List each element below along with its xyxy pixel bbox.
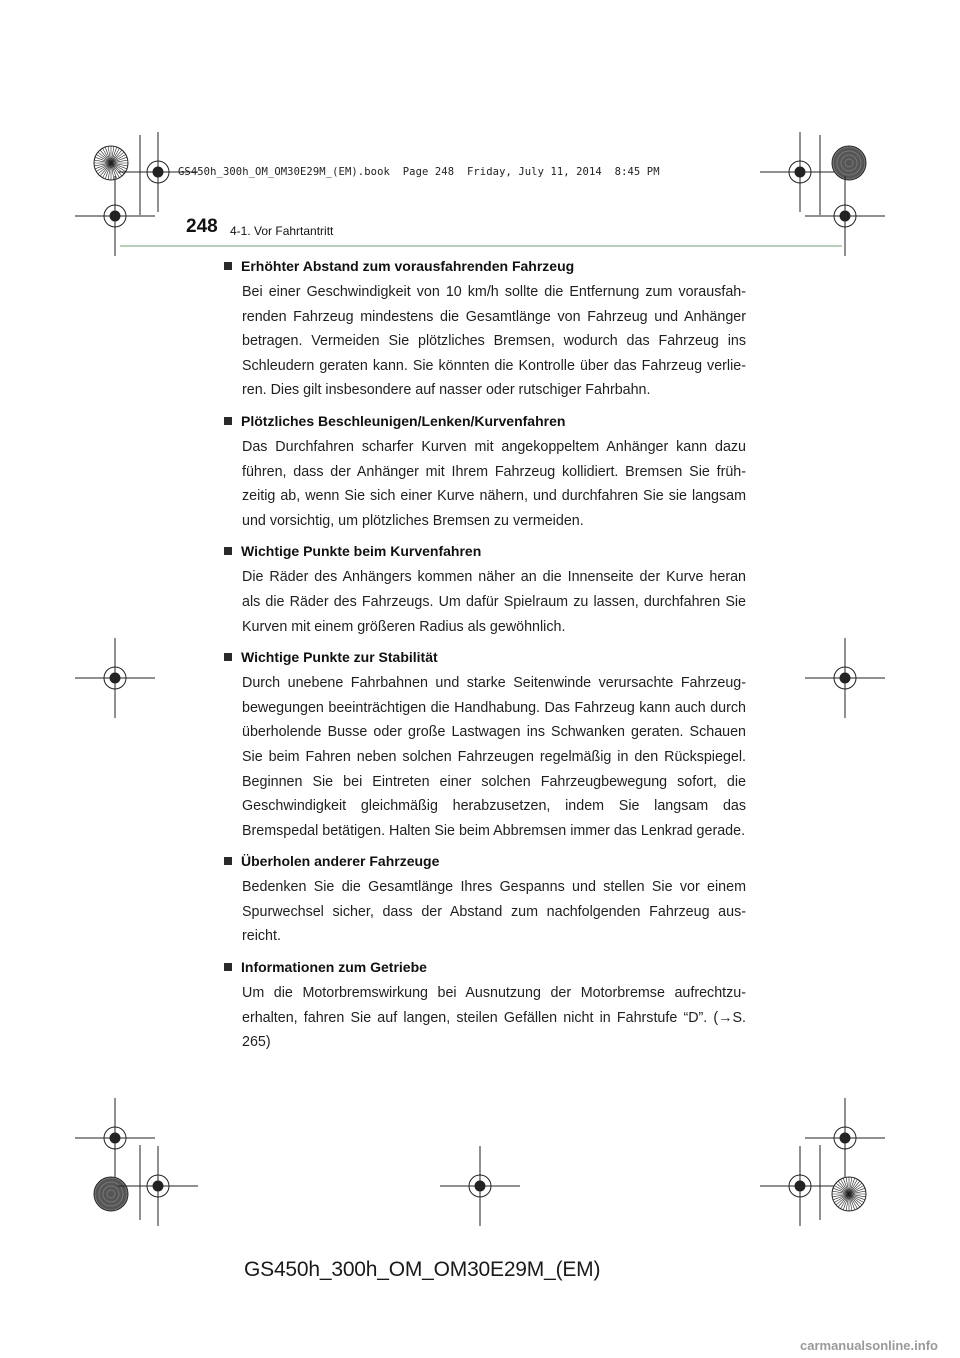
- section-body: Durch unebene Fahrbahnen und starke Seitenwinde verursachte Fahrzeug-bewegungen beeinträchtigen die Handhabung. Das Fahrzeug kann auch durch überholende Busse oder große Lastwagen ins Schwanken geraten. Schauen Sie beim Fahren neben solchen Fahrzeugen regelmäßig in den Rückspiegel. Beginnen Sie bei Eintreten einer solchen Fahrzeugbewegung sofort, die Geschwindigkeit gleichmäßig herabzusetzen, indem Sie langsam das Bremspedal betätigen. Halten Sie beim Abbremsen immer das Lenkrad gerade.: [242, 675, 746, 839]
- section-heading: [224, 647, 746, 667]
- section-heading: [224, 541, 746, 561]
- content-area: [224, 256, 746, 1063]
- section-block: [224, 256, 746, 403]
- section-block: [224, 647, 746, 843]
- section-body: Bei einer Geschwindigkeit von 10 km/h sollte die Entfernung zum vorausfah-renden Fahrzeug mindestens die Gesamtlänge von Fahrzeug und Anhänger betragen. Vermeiden Sie plötzliches Bremsen, wodurch das Fahrzeug ins Schleudern geraten kann. Sie könnten die Kontrolle über das Fahrzeug verlie-ren. Dies gilt insbesondere auf nasser oder rutschiger Fahrbahn.: [242, 284, 746, 399]
- watermark-link[interactable]: carmanualsonline.info: [800, 1338, 938, 1353]
- section-heading: [224, 411, 746, 431]
- crosshair-dot: [840, 1133, 850, 1143]
- square-bullet-icon: [224, 857, 232, 865]
- book-stamp: GS450h_300h_OM_OM30E29M_(EM).book Page 248 Friday, July 11, 2014 8:45 PM: [178, 166, 660, 178]
- crosshair-dot: [795, 167, 805, 177]
- page-number: 248: [186, 216, 218, 237]
- square-bullet-icon: [224, 547, 232, 555]
- header-rule: [120, 245, 842, 247]
- crosshair-dot: [153, 1181, 163, 1191]
- crosshair-dot: [840, 673, 850, 683]
- section-block: [224, 957, 746, 1055]
- crosshair-dot: [110, 1133, 120, 1143]
- section-block: [224, 411, 746, 533]
- square-bullet-icon: [224, 262, 232, 270]
- section-heading-text: Wichtige Punkte zur Stabilität: [241, 649, 438, 666]
- crosshair-dot: [795, 1181, 805, 1191]
- crosshair-dot: [840, 211, 850, 221]
- square-bullet-icon: [224, 653, 232, 661]
- section-title: 4-1. Vor Fahrtantritt: [230, 224, 334, 238]
- section-heading: [224, 851, 746, 871]
- section-body: Das Durchfahren scharfer Kurven mit angekoppeltem Anhänger kann dazu führen, dass der Anhänger mit Ihrem Fahrzeug kollidiert. Bremsen Sie früh-zeitig ab, wenn Sie sich einer Kurve nähern, und durchfahren Sie sie langsam und vorsichtig, um plötzliches Bremsen zu vermeiden.: [242, 438, 746, 529]
- section-body: Bedenken Sie die Gesamtlänge Ihres Gespanns und stellen Sie vor einem Spurwechsel sicher, dass der Abstand zum nachfolgenden Fahrzeug aus-reicht.: [242, 879, 746, 945]
- section-heading-text: Wichtige Punkte beim Kurvenfahren: [241, 543, 482, 560]
- footer-code: GS450h_300h_OM_OM30E29M_(EM): [244, 1258, 601, 1281]
- section-block: [224, 541, 746, 639]
- section-heading-text: Erhöhter Abstand zum vorausfahrenden Fahrzeug: [241, 258, 575, 274]
- section-body: Um die Motorbremswirkung bei Ausnutzung der Motorbremse aufrechtzu-erhalten, fahren Sie auf langen, steilen Gefällen nicht in Fahrstufe “D”. (→S. 265): [242, 985, 746, 1051]
- section-block: [224, 851, 746, 949]
- crosshair-dot: [110, 673, 120, 683]
- crosshair-dot: [110, 211, 120, 221]
- section-heading-text: Überholen anderer Fahrzeuge: [241, 853, 440, 870]
- section-body: Die Räder des Anhängers kommen näher an die Innenseite der Kurve heran als die Räder des Fahrzeugs. Um dafür Spielraum zu lassen, durchfahren Sie Kurven mit einem größeren Radius als gewöhnlich.: [242, 569, 746, 635]
- section-heading: [224, 957, 746, 977]
- section-heading: [224, 256, 746, 276]
- section-heading-text: Informationen zum Getriebe: [241, 959, 427, 976]
- square-bullet-icon: [224, 417, 232, 425]
- section-heading-text: Plötzliches Beschleunigen/Lenken/Kurvenfahren: [241, 412, 566, 429]
- crosshair-dot: [475, 1181, 485, 1191]
- crosshair-dot: [153, 167, 163, 177]
- square-bullet-icon: [224, 963, 232, 971]
